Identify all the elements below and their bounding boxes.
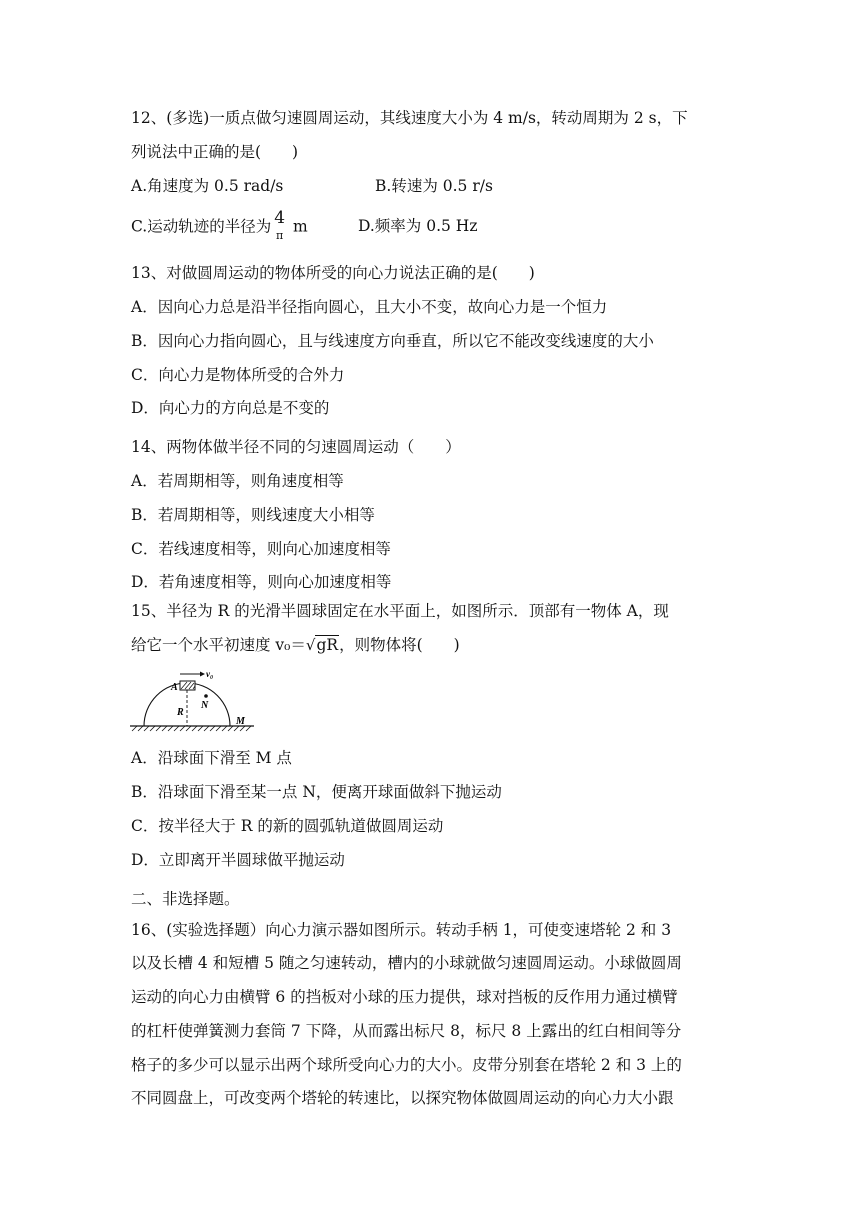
q12-line1: 12、(多选)一质点做匀速圆周运动，其线速度大小为 4 m/s，转动周期为 2 s，下 [131, 109, 688, 127]
label-n: N [201, 700, 209, 711]
q16-line: 运动的向心力由横臂 6 的挡板对小球的压力提供，球对挡板的反作用力通过横臂 [131, 988, 678, 1006]
q15-line2 [131, 635, 460, 655]
label-r: R [177, 707, 184, 718]
point-n [204, 694, 208, 698]
sqrt-radicand: gR [316, 636, 339, 654]
q12-line2: 列说法中正确的是( ) [131, 143, 299, 161]
sqrt-expression [306, 635, 339, 655]
arrow-head-icon [200, 672, 205, 677]
fraction-denominator: π [276, 229, 284, 242]
label-a: A [171, 682, 178, 693]
q15-option-c: C．按半径大于 R 的新的圆弧轨道做圆周运动 [131, 817, 444, 835]
q13-option-a: A．因向心力总是沿半径指向圆心，且大小不变，故向心力是一个恒力 [131, 298, 608, 316]
q13-option-b: B．因向心力指向圆心，且与线速度方向垂直，所以它不能改变线速度的大小 [131, 332, 654, 350]
q15-option-a: A．沿球面下滑至 M 点 [131, 749, 292, 767]
label-m: M [236, 716, 245, 727]
q12-option-a: A.角速度为 0.5 rad/s [131, 177, 284, 195]
q16-line: 格子的多少可以显示出两个球所受向心力的大小。皮带分别套在塔轮 2 和 3 上的 [131, 1056, 682, 1074]
sqrt-icon: √ [305, 636, 316, 654]
q14-option-c: C．若线速度相等，则向心加速度相等 [131, 540, 391, 558]
block-a [180, 681, 195, 690]
section-heading: 二、非选择题。 [131, 890, 240, 908]
q15-line1: 15、半径为 R 的光滑半圆球固定在水平面上，如图所示．顶部有一物体 A，现 [131, 602, 669, 620]
radius-fraction [274, 210, 285, 241]
q12-option-b: B.转速为 0.5 r/s [375, 177, 493, 195]
q14-option-d: D．若角速度相等，则向心加速度相等 [131, 573, 392, 591]
q13-stem: 13、对做圆周运动的物体所受的向心力说法正确的是( ) [131, 264, 535, 282]
q13-option-d: D．向心力的方向总是不变的 [131, 399, 330, 417]
q16-line: 16、(实验选择题）向心力演示器如图所示。转动手柄 1，可使变速塔轮 2 和 3 [131, 921, 672, 939]
q12-option-c-unit: m [293, 217, 308, 236]
q13-option-c: C．向心力是物体所受的合外力 [131, 366, 345, 384]
q12-option-c [131, 208, 308, 243]
label-v0: v₀ [206, 669, 214, 679]
q14-stem: 14、两物体做半径不同的匀速圆周运动（ ） [131, 438, 461, 456]
q15-option-b: B．沿球面下滑至某一点 N，便离开球面做斜下抛运动 [131, 783, 502, 801]
q16-line: 以及长槽 4 和短槽 5 随之匀速转动，槽内的小球就做匀速圆周运动。小球做圆周 [131, 954, 682, 972]
ground-hatching [132, 726, 251, 731]
fraction-numerator: 4 [274, 208, 286, 228]
hemisphere-figure [128, 668, 258, 740]
q16-line: 的杠杆使弹簧测力套筒 7 下降，从而露出标尺 8，标尺 8 上露出的红白相间等分 [131, 1022, 682, 1040]
q16-line: 不同圆盘上，可改变两个塔轮的转速比，以探究物体做圆周运动的向心力大小跟 [131, 1089, 674, 1107]
q14-option-b: B．若周期相等，则线速度大小相等 [131, 506, 375, 524]
q15-line2-text: 给它一个水平初速度 v₀＝ [131, 636, 306, 654]
q14-option-a: A．若周期相等，则角速度相等 [131, 472, 344, 490]
q12-option-d: D.频率为 0.5 Hz [358, 217, 478, 235]
q12-option-c-text: C.运动轨迹的半径为 [131, 217, 272, 236]
q15-line2-suffix: ，则物体将( ) [339, 636, 460, 654]
q15-option-d: D．立即离开半圆球做平抛运动 [131, 851, 345, 869]
